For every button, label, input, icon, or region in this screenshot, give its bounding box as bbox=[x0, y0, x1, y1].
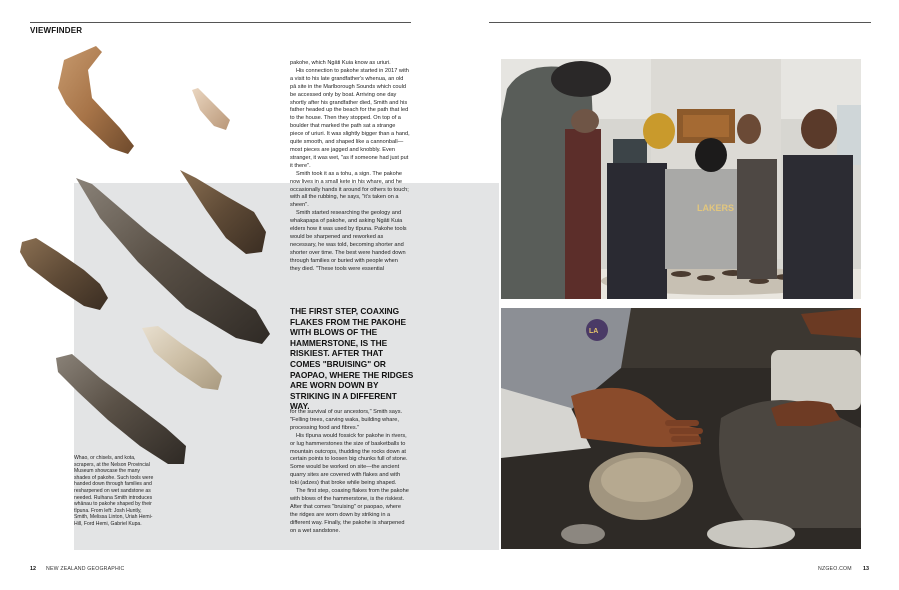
pakohe-tools-illustration bbox=[0, 0, 290, 480]
left-page-number: 12 bbox=[30, 566, 36, 572]
scraper-tool bbox=[58, 46, 134, 154]
caption-text: Whao, or chisels, and kota, scrapers, at the Nelson Provincial Museum showcase the many shades of pakohe. Such tools were handed down through families and resharpened on wet sandstone as needed. Ruihana Smith introduces whānau to pakohe shaped by their tīpuna. From left: Josh Huntly, Smith, Melissa Linton, Uriah Hemi-Hill, Ford Hemi, Gabriel Kupa. bbox=[74, 455, 154, 527]
sleeve-badge-text: LA bbox=[589, 328, 599, 335]
group-workshop-photo-art bbox=[501, 59, 861, 299]
right-page-top-rule bbox=[489, 22, 871, 23]
pull-quote: THE FIRST STEP, COAXING FLAKES FROM THE PAKOHE WITH BLOWS OF THE HAMMERSTONE, IS THE RISKIEST. AFTER THAT COMES "BRUISING" OR PAOPAO, WHERE THE RIDGES ARE WORN DOWN BY STRIKING IN A DIFFERENT WAY. bbox=[290, 306, 414, 412]
hands-sharpening-photo bbox=[501, 308, 861, 549]
short-chisel-tool bbox=[180, 170, 266, 254]
body-paragraph: pakohe, which Ngāti Kuia know as uriuri. bbox=[290, 60, 391, 66]
body-paragraph: The first step, coaxing flakes from the pakohe with blows of the hammerstone, is the riskiest. After that comes "bruising" or paopao, where the ridges are worn down by striking in a different way. Finally, the pakohe is sharpened on a wet sandstone. bbox=[290, 488, 409, 534]
body-paragraph: Smith started researching the geology and whakapapa of pakohe, and asking Ngāti Kuia elders how it was used by tīpuna. Pakohe tools would be sharpened and reworked as necessary, he was told, becoming shorter and shorter over time. The best were handed down through families or buried with people when they died. "These tools were essential bbox=[290, 210, 407, 272]
magazine-name: NEW ZEALAND GEOGRAPHIC bbox=[46, 566, 125, 572]
hands-sharpening-photo-art bbox=[501, 308, 861, 549]
section-label: VIEWFINDER bbox=[30, 26, 83, 35]
left-chisel-tool bbox=[20, 238, 108, 310]
sweatshirt-text: LAKERS bbox=[697, 203, 735, 213]
body-text-column-top bbox=[290, 60, 410, 273]
small-flake-tool bbox=[192, 88, 230, 130]
group-workshop-photo bbox=[501, 59, 861, 299]
long-chisel-tool bbox=[76, 178, 270, 344]
photo-caption bbox=[74, 455, 154, 528]
website-url: NZGEO.COM bbox=[818, 566, 852, 572]
body-paragraph: for the survival of our ancestors," Smith says. "Felling trees, carving waka, building whare, processing food and fibres." bbox=[290, 409, 403, 431]
body-paragraph: His tīpuna would fossick for pakohe in rivers, or lug hammerstones the size of basketballs to mountain outcrops, thudding the rocks down at certain points to loosen big chunks full of stone. Some would be worked on site—the ancient quarry sites are covered with flakes and with toki (adzes) that broke while being shaped. bbox=[290, 432, 408, 487]
body-paragraph: Smith took it as a tohu, a sign. The pakohe now lives in a small kete in his whare, and he occasionally hands it around for others to touch; with all the rubbing, he says, "it's taken on a sheen". bbox=[290, 170, 409, 209]
body-paragraph: His connection to pakohe started in 2017 with a visit to his late grandfather's whenua, an old pā site in the Marlborough Sounds which could be accessed only by boat. Arriving one day shortly after his grandfather died, Smith and his father headed up the beach for the path that led to the house. Then they stopped. On top of a boulder that marked the path sat a strange piece of uriuri. It was slightly bigger than a hand, quite smooth, and shaped like a cannonball—most pieces are jagged and knobbly. Even stranger, it was wet, "as if someone had just put it there". bbox=[290, 67, 410, 169]
bottom-chisel-tool bbox=[56, 354, 186, 464]
right-page-number: 13 bbox=[863, 566, 869, 572]
pale-chisel-tool bbox=[142, 326, 222, 390]
body-text-column-bottom bbox=[290, 409, 410, 536]
